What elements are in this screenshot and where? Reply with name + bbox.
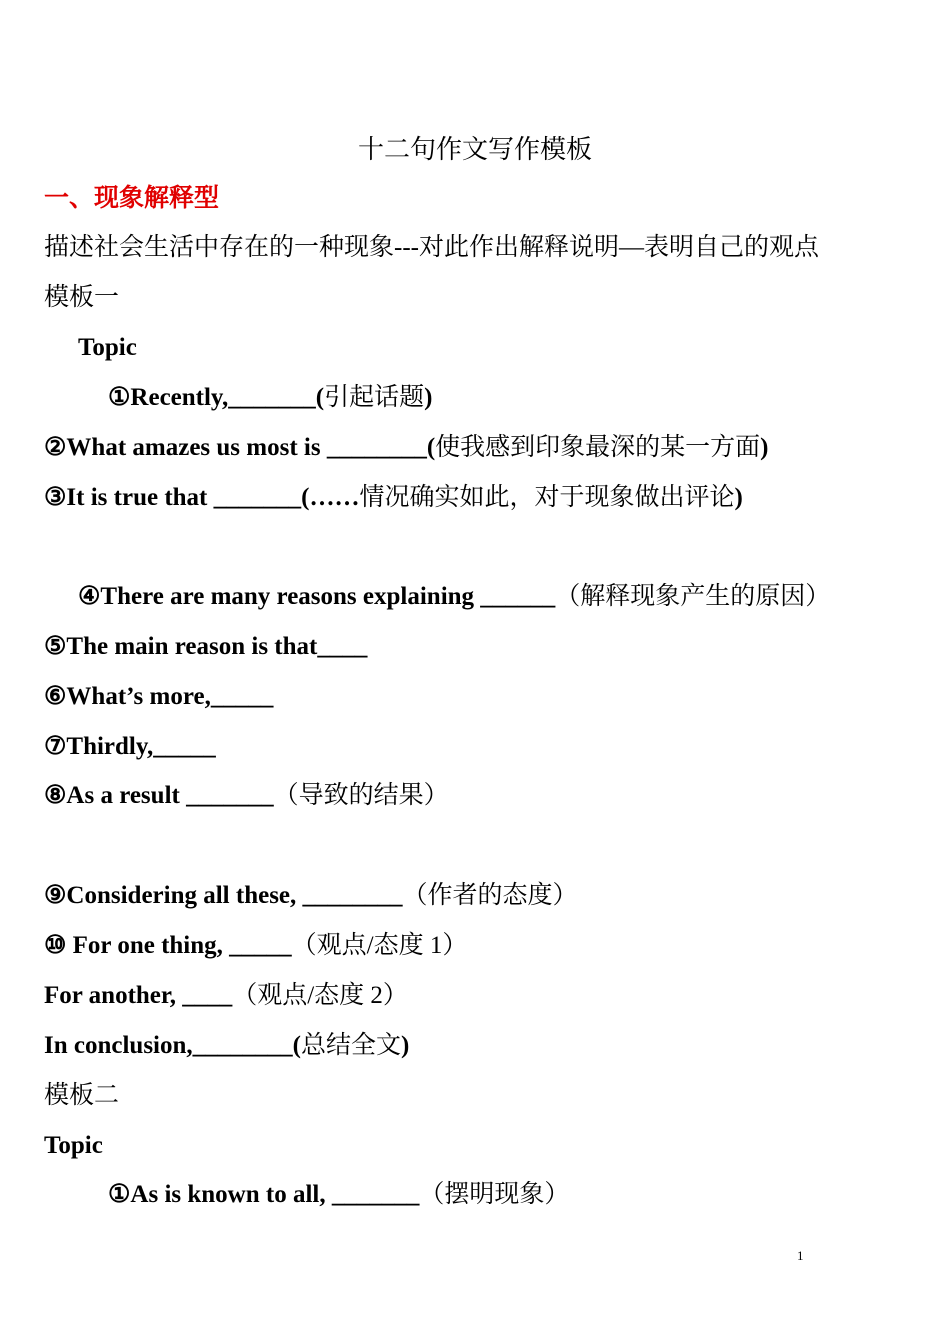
- line-english: ⑨Considering all these, ________: [44, 882, 403, 909]
- line-english: ①As is known to all, _______: [108, 1181, 420, 1208]
- line-english: ⑤The main reason is that____: [44, 633, 368, 660]
- line-chinese: （观点/态度 2）: [232, 982, 408, 1009]
- template-line: [108, 1180, 569, 1210]
- template-line: [44, 682, 273, 712]
- line-english: ⑧As a result _______: [44, 782, 274, 809]
- line-tail: ): [424, 384, 433, 411]
- template-line: [44, 781, 449, 811]
- line-english: ⑥What’s more,_____: [44, 683, 274, 710]
- line-english: In conclusion,________(: [44, 1032, 301, 1059]
- line-chinese: （解释现象产生的原因）: [555, 583, 831, 610]
- topic-label-one: Topic: [78, 334, 137, 361]
- line-tail: ): [401, 1032, 410, 1059]
- line-english: ③It is true that _______(……: [44, 484, 360, 511]
- template-line: [108, 383, 432, 413]
- template-line: [44, 1031, 409, 1061]
- line-chinese: （观点/态度 1）: [291, 932, 468, 959]
- line-tail: ): [760, 434, 769, 461]
- section-description: 描述社会生活中存在的一种现象---对此作出解释说明—表明自己的观点: [44, 234, 819, 261]
- template-line: [44, 881, 578, 911]
- line-chinese: 使我感到印象最深的某一方面: [435, 434, 761, 461]
- line-english: ④There are many reasons explaining ______: [78, 583, 556, 610]
- template-line: [44, 433, 769, 463]
- line-chinese: （摆明现象）: [419, 1181, 570, 1208]
- line-chinese: 总结全文: [300, 1032, 401, 1059]
- line-chinese: （导致的结果）: [273, 782, 449, 809]
- line-english: For another, ____: [44, 982, 233, 1009]
- template-line: [78, 582, 830, 612]
- template-one-label: 模板一: [44, 284, 120, 311]
- template-line: [44, 732, 216, 762]
- template-line: [44, 931, 467, 961]
- section-heading: 一、现象解释型: [44, 185, 220, 212]
- line-english: ⑦Thirdly,_____: [44, 733, 216, 760]
- document-title: 十二句作文写作模板: [357, 135, 592, 164]
- template-two-label: 模板二: [44, 1082, 120, 1109]
- template-line: [44, 483, 743, 513]
- template-line: [44, 632, 367, 662]
- topic-label-two: Topic: [44, 1132, 103, 1159]
- line-chinese: （作者的态度）: [402, 882, 578, 909]
- line-english: ⑩ For one thing, _____: [44, 932, 292, 959]
- template-line: [44, 981, 408, 1011]
- line-english: ①Recently,_______(: [108, 384, 325, 411]
- line-tail: ): [734, 484, 743, 511]
- page-number: 1: [797, 1248, 804, 1263]
- line-english: ②What amazes us most is ________(: [44, 434, 436, 461]
- line-chinese: 引起话题: [324, 384, 425, 411]
- line-chinese: 情况确实如此，对于现象做出评论: [359, 484, 735, 511]
